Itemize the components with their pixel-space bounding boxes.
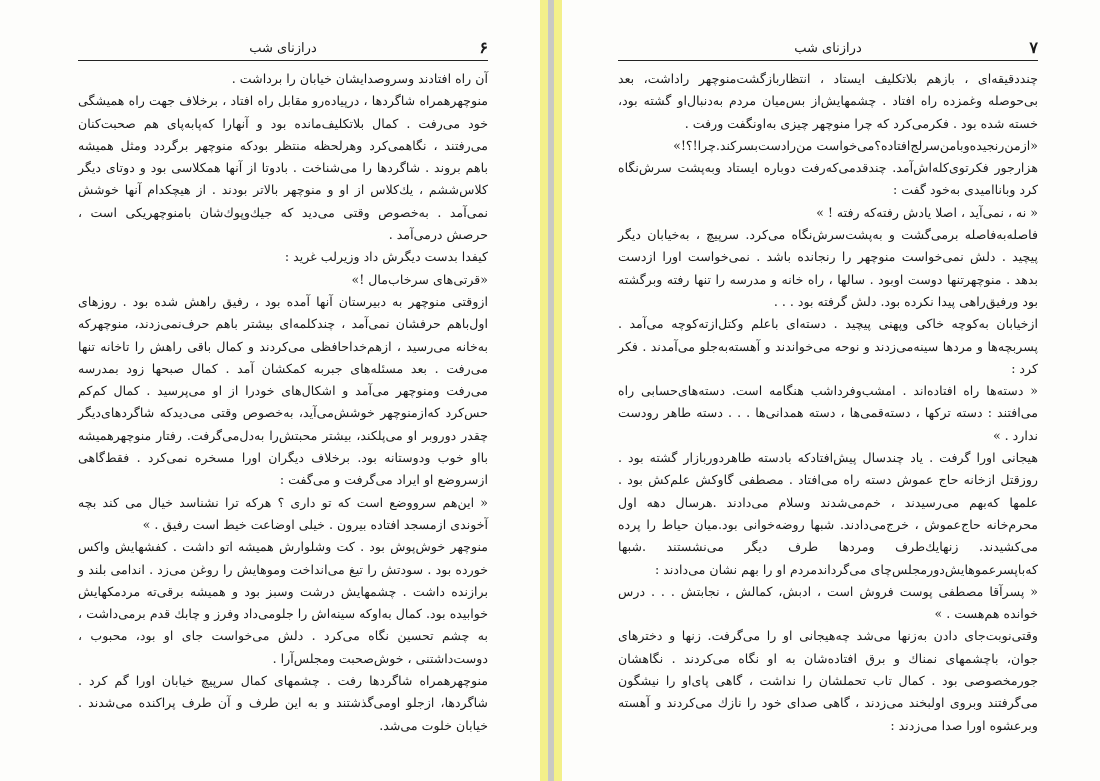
paragraph: هزارجور فکرتوی‌کله‌اش‌آمد. چندقدمی‌که‌رفت دوباره ایستاد وبه‌پشت سرش‌نگاه کرد وبانا‌امیدی به‌خود گفت : [618,160,1038,198]
paragraph: وقتی‌نوبت‌جای دادن به‌زنها می‌شد چه‌هیجانی او را می‌گرفت. زنها و دخترهای جوان، باچشمهای نمناك و برق افتاده‌شان به او نگاه می‌کردند . نگاهشان جورمخصوصی بود . کمال تاب تحملشان را نداشت ، گاهی پای‌او را نیشگون می‌گرفتند و‌بروی اولبخند می‌زدند ، گاهی صدای خود را نازك می‌کردند و آهسته وبرعشوه اورا صدا می‌زدند : [618,628,1038,733]
paragraph: «قرتی‌های سرخاب‌مال !» [351,271,488,287]
right-page [562,0,1100,781]
right-page-number: ۷ [1029,38,1038,57]
paragraph: « نه ، نمی‌آید ، اصلا یادش رفته‌که رفته ! » [816,204,1038,220]
paragraph: چنددقیقه‌ای ، بازهم بلاتکلیف ایستاد ، انتظاربازگشت‌منوچهر راداشت، بعد بی‌حوصله وغمزده راه افتاد . چشمهایش‌از بس‌میان مردم به‌دنبال‌او گشته بود، خسته شده بود . فکرمی‌کرد که چرا منوچهر چیزی به‌اونگفت ورفت . [618,71,1038,131]
right-header-rule [618,60,1038,61]
right-gutter-highlight [554,0,562,781]
left-page-number: ۶ [479,38,488,57]
paragraph: فاصله‌به‌فاصله برمی‌گشت و به‌پشت‌سرش‌نگاه می‌کرد. سرپیچ ، به‌خیابان دیگر پیچید . دلش نمی‌خواست منوچهر را رنجانده باشد . نمی‌خواست اورا ازدست بدهد . منوچهرتنها دوست اوبود . سالها ، راه خانه و مدرسه را تنها رفته وبرگشته بود ورفیق‌راهی پیدا نکرده بود. دلش گرفته بود . . . [618,227,1038,309]
paragraph: « دسته‌ها راه افتاده‌اند . امشب‌وفرداشب هنگامه است. دسته‌های‌حسابی راه می‌افتند : دسته ترکها ، دسته‌قمی‌ها ، دسته همدانی‌ها . . . دسته طاهر رودست ندارد . » [618,383,1038,443]
left-page [0,0,540,781]
left-running-head: درازنای شب [249,41,317,56]
paragraph: منوچهر خوش‌پوش بود . کت وشلوارش همیشه اتو داشت . کفشهایش واکس خورده بود . سودتش را تیغ می‌انداخت وموهایش را روغن می‌زد . اندامی بلند و برازنده داشت . چشمهایش درشت وسبز بود و همیشه برقی‌ته مردمکهایش خوابیده بود. کمال به‌اوکه سینه‌اش را جلومی‌داد وفرز و چابك قدم برمی‌داشت ، به چشم تحسین نگاه می‌کرد . دلش می‌خواست جای او بود، محبوب ، دوست‌داشتنی ، خوش‌صحبت ومجلس‌آرا . [78,539,488,666]
left-header-rule [78,60,488,61]
paragraph: منوچهرهمراه شاگردها ، درپیاده‌رو مقابل راه افتاد ، برخلاف جهت راه همیشگی خود می‌رفت . کمال بلاتکلیف‌مانده بود و آنهارا که‌پابه‌پای هم صحبت‌کنان می‌رفتند ، نگاهمی‌کرد وهرلحظه منتظر بودکه منوچهر برگردد ومثل همیشه باهم بروند . شاگردها را می‌شناخت . بادوتا از آنها همکلاسی بود و دوتای دیگر کلاس‌ششم ، یك‌کلاس از او و منوچهر بالاتر بودند . از هیچکدام آنها خوشش نمی‌آمد . به‌خصوص وقتی می‌دید که جیك‌وپوك‌شان بامنوچهریکی است ، حرصش درمی‌آمد . [78,93,488,243]
paragraph: ازوقتی منوچهر به دبیرستان آنها آمده بود ، رفیق راهش شده بود . روزهای اول‌باهم حرفشان نمی‌آمد ، چندکلمه‌ای بیشتر باهم حرف‌نمی‌زدند، منوچهرکه به‌خانه می‌رسید ، ازهم‌خداحافظی می‌کردند و کمال باقی راهش را تاخانه تنها می‌رفت . بعد مسئله‌های جبربه کمکشان آمد . کمال صبحها زود بمدرسه می‌رفت ومنوچهر می‌آمد و اشکال‌های خودرا از او می‌پرسید . کمال کم‌کم حس‌کرد که‌ازمنوچهر خوشش‌می‌آید، به‌خصوص وقتی می‌دیدکه شاگردهای‌دیگر چقدر دوروبر او می‌پلکند، بیشتر محبتش‌را به‌دل‌می‌گرفت. رفتار منوچهرهمیشه باا‌و خوب ودوستانه بود. برخلاف دیگران اورا مسخره نمی‌کرد . فقط‌گاهی ازسروضع او ایراد می‌گرفت و می‌گفت : [78,293,488,488]
paragraph: کیفدا بدست دیگرش داد وزیرلب غرید : [284,249,488,265]
right-page-body [618,68,1038,737]
paragraph: ازخیابان به‌کوچه خاکی وپهنی پیچید . دسته‌ای باعلم وکتل‌ازته‌کوچه می‌آمد . پسربچه‌ها و مردها سینه‌می‌زدند و نوحه می‌خواندند و آهسته‌به‌جلو می‌آمدند . فکر کرد : [618,316,1038,376]
right-running-head: درازنای شب [794,41,862,56]
right-page-header [618,40,1038,60]
paragraph: « پسرآقا مصطفی پوست فروش است ، ادبش، کمالش ، نجابتش . . . درس خوانده هم‌هست . » [618,583,1038,622]
paragraph: آن راه افتادند وسروصدایشان خیابان را برداشت . [231,71,488,86]
left-page-header [78,40,488,60]
left-page-body [78,68,488,737]
paragraph: « این‌هم سرووضع است که تو داری ؟ هرکه ترا نشناسد خیال می کند بچه آخوندی ازمسجد افتاده بیرون . خیلی اوضاعت خیط است رفیق . » [78,494,488,532]
left-gutter-highlight [540,0,548,781]
paragraph: هیجانی اورا گرفت . یاد چندسال پیش‌افتادکه بادسته طاهردوربازار گشته بود . روزقتل ازخانه حاج عموش دسته راه می‌افتاد . مصطفی گاوکش علم‌کش بود . علمها که‌بهم می‌رسیدند ، خم‌می‌شدند وسلام می‌دادند .هرسال دهه اول محرم‌خانه حاج‌عموش ، خرج‌می‌دادند. شبها روضه‌خوانی بود.میان حیاط را پرده می‌کشیدند. زنهایك‌طرف ومردها طرف دیگر می‌نشستند .شبها که‌باپسرعمو‌هایش‌دورمجلس‌چای می‌گرداندمردم او را بهم نشان می‌دادند : [618,450,1038,577]
paragraph: منوچهرهمراه شاگردها رفت . چشمهای کمال سرپیچ خیابان اورا گم کرد . شاگردها، ازجلو اومی‌گذشتند و به این طرف و آن طرف پراکنده می‌شدند . خیابان خلوت می‌شد. [78,673,488,733]
paragraph: «ازمن‌رنجیده‌و‌بامن‌سرلج‌افتاده؟می‌خواست من‌رادست‌بسرکند.چرا!؟!» [673,137,1038,153]
